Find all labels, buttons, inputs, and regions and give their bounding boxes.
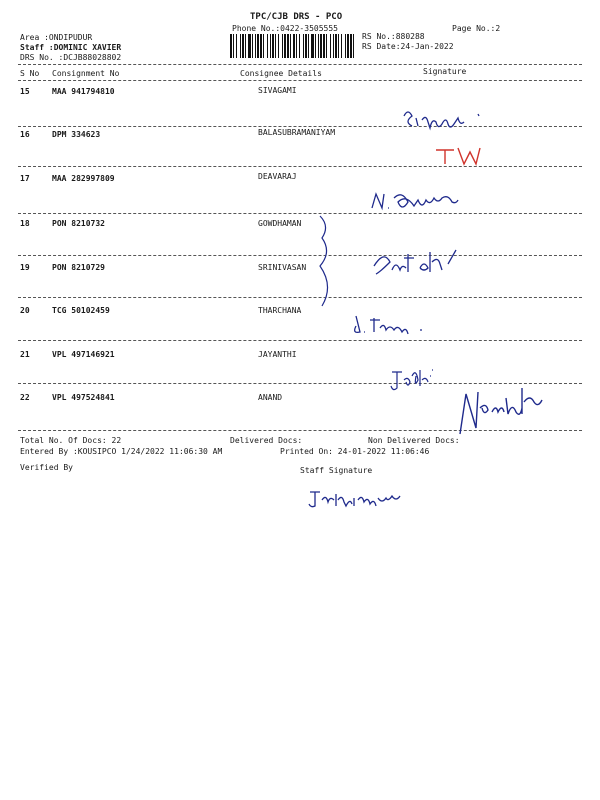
- signature-n-ganesh: [370, 188, 490, 218]
- row-consignment: PON 8210729: [52, 263, 105, 272]
- row-consignment: TCG 50102459: [52, 306, 110, 315]
- barcode-bar: [272, 34, 274, 58]
- barcode-bar: [350, 34, 352, 58]
- signature-jayanthi: [388, 366, 448, 400]
- barcode-bar: [242, 34, 244, 58]
- barcode-bar: [305, 34, 307, 58]
- barcode-bar: [230, 34, 232, 58]
- barcode-bar: [335, 34, 337, 58]
- column-header-signature: Signature: [423, 67, 467, 76]
- barcode-bar: [233, 34, 234, 58]
- drs-number: DRS No. :DCJB88028802: [20, 53, 122, 62]
- total-docs: Total No. Of Docs: 22: [20, 436, 122, 445]
- barcode-bar: [345, 34, 346, 58]
- barcode-bar: [267, 34, 268, 58]
- barcode-bar: [326, 34, 327, 58]
- barcode-bar: [303, 34, 304, 58]
- area-label: Area :ONDIPUDUR: [20, 33, 93, 42]
- row-sno: 22: [20, 393, 30, 402]
- report-title: TPC/CJB DRS - PCO: [250, 12, 343, 22]
- row-sno: 17: [20, 174, 30, 183]
- bracket-mark: [316, 214, 340, 318]
- non-delivered-docs: Non Delivered Docs:: [368, 436, 460, 445]
- barcode-bar: [299, 34, 300, 58]
- divider: [18, 126, 582, 127]
- staff-signature-image: [306, 486, 416, 514]
- row-consignment: DPM 334623: [52, 130, 101, 139]
- printed-on: Printed On: 24-01-2022 11:06:46: [280, 447, 430, 456]
- row-consignment: PON 8210732: [52, 219, 105, 228]
- barcode-bar: [287, 34, 289, 58]
- barcode-bar: [323, 34, 325, 58]
- barcode-bar: [284, 34, 286, 58]
- barcode-bar: [338, 34, 339, 58]
- divider: [18, 213, 582, 214]
- verified-by: Verified By: [20, 463, 73, 472]
- page-number: Page No.:2: [452, 24, 501, 33]
- row-sno: 16: [20, 130, 30, 139]
- staff-signature-label: Staff Signature: [300, 466, 373, 475]
- signature-tharchana: [352, 312, 442, 342]
- barcode-bar: [255, 34, 256, 58]
- row-sno: 20: [20, 306, 30, 315]
- barcode-bar: [236, 34, 237, 58]
- row-sno: 15: [20, 87, 30, 96]
- row-consignee: ANAND: [258, 393, 283, 402]
- barcode-bar: [248, 34, 251, 58]
- barcode-bar: [270, 34, 271, 58]
- barcode-bar: [293, 34, 295, 58]
- delivered-docs: Delivered Docs:: [230, 436, 303, 445]
- barcode-bar: [296, 34, 297, 58]
- divider: [18, 297, 582, 298]
- staff-label: Staff :DOMINIC XAVIER: [20, 43, 122, 52]
- barcode-bar: [353, 34, 354, 58]
- barcode-bar: [245, 34, 246, 58]
- row-consignee: JAYANTHI: [258, 350, 297, 359]
- barcode-bar: [282, 34, 283, 58]
- column-header-sno: S No: [20, 69, 40, 78]
- row-consignee: DEAVARAJ: [258, 172, 297, 181]
- divider: [18, 255, 582, 256]
- barcode-bar: [318, 34, 319, 58]
- barcode-bar: [311, 34, 314, 58]
- divider: [18, 64, 582, 65]
- row-sno: 21: [20, 350, 30, 359]
- barcode-bar: [260, 34, 262, 58]
- barcode-bar: [290, 34, 291, 58]
- barcode-bar: [330, 34, 331, 58]
- barcode-bar: [308, 34, 309, 58]
- row-consignee: THARCHANA: [258, 306, 302, 315]
- signature-sivagami: [400, 104, 490, 136]
- row-consignee: BALASUBRAMANIYAM: [258, 128, 336, 137]
- signature-red-initials: [432, 142, 492, 172]
- row-consignee: GOWDHAMAN: [258, 219, 302, 228]
- divider: [18, 340, 582, 341]
- rs-number: RS No.:880288: [362, 32, 425, 41]
- barcode-bar: [347, 34, 349, 58]
- barcode-bar: [275, 34, 276, 58]
- row-consignee: SRINIVASAN: [258, 263, 307, 272]
- row-consignment: VPL 497524841: [52, 393, 115, 402]
- row-consignment: MAA 282997809: [52, 174, 115, 183]
- signature-sathesh: [372, 244, 472, 282]
- row-sno: 19: [20, 263, 30, 272]
- barcode-image: [230, 34, 354, 58]
- row-consignment: MAA 941794810: [52, 87, 115, 96]
- phone-number: Phone No.:0422-3505555: [232, 24, 338, 33]
- barcode-bar: [240, 34, 241, 58]
- rs-date: RS Date:24-Jan-2022: [362, 42, 454, 51]
- row-sno: 18: [20, 219, 30, 228]
- barcode-bar: [257, 34, 259, 58]
- barcode-bar: [341, 34, 342, 58]
- column-header-consignee: Consignee Details: [240, 69, 322, 78]
- barcode-bar: [320, 34, 322, 58]
- divider: [18, 166, 582, 167]
- entered-by: Entered By :KOUSIPCO 1/24/2022 11:06:30 AM: [20, 447, 223, 456]
- barcode-bar: [263, 34, 264, 58]
- signature-anand: [452, 378, 562, 442]
- barcode-bar: [333, 34, 334, 58]
- row-consignee: SIVAGAMI: [258, 86, 297, 95]
- column-header-consignment: Consignment No: [52, 69, 120, 78]
- row-consignment: VPL 497146921: [52, 350, 115, 359]
- divider: [18, 80, 582, 81]
- barcode-bar: [252, 34, 253, 58]
- barcode-bar: [315, 34, 316, 58]
- barcode-bar: [278, 34, 279, 58]
